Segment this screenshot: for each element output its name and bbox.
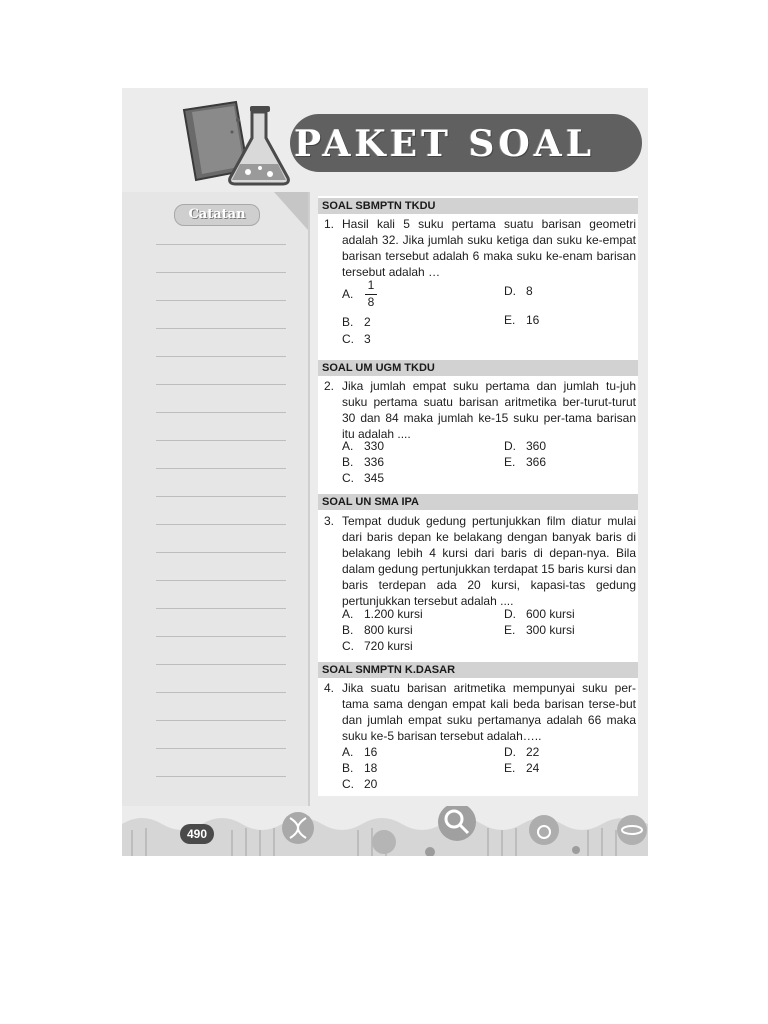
option-value: 20 [364,777,378,791]
option-value: 8 [526,284,533,298]
note-line [156,272,286,273]
question-content [318,196,638,796]
option-letter: B. [342,315,354,329]
option-letter: D. [504,607,516,621]
question-text: Jika suatu barisan aritmetika mempunyai suku per-tama sama dengan empat kali beda barisan terse-but dan jumlah empat suku pertamanya adalah 66 maka suku ke-5 barisan tersebut adalah….. [342,681,636,743]
note-line [156,580,286,581]
option-letter: A. [342,745,354,759]
option-value: 1.200 kursi [364,607,423,621]
note-line [156,356,286,357]
section-header: SOAL SNMPTN K.DASAR [318,662,638,678]
option-value: 330 [364,439,385,453]
option-value: 345 [364,471,385,485]
note-line [156,328,286,329]
option-letter: B. [342,623,354,637]
option-letter: D. [504,284,516,298]
note-line [156,440,286,441]
note-line [156,244,286,245]
note-line [156,608,286,609]
section-header: SOAL UN SMA IPA [318,494,638,510]
option-letter: E. [504,623,516,637]
option-letter: B. [342,455,354,469]
question-number: 3. [324,514,335,528]
option-value: 24 [526,761,540,775]
book-page [122,88,648,856]
option-letter: C. [342,332,354,346]
note-line [156,524,286,525]
note-line [156,664,286,665]
header-banner [122,88,648,192]
option-value: 600 kursi [526,607,575,621]
option-value: 16 [364,745,378,759]
option-letter: B. [342,761,354,775]
option-letter: D. [504,745,516,759]
option-letter: C. [342,639,354,653]
note-line [156,300,286,301]
question-text: Hasil kali 5 suku pertama suatu barisan geometri adalah 32. Jika jumlah suku ketiga dan suku ke-empat barisan tersebut adalah 6 maka suku ke-enam barisan tersebut adalah … [342,217,636,279]
option-value: 300 kursi [526,623,575,637]
option-letter: D. [504,439,516,453]
notes-label: Catatan [174,204,260,226]
page-fold [274,192,308,230]
option-letter: C. [342,777,354,791]
section-header: SOAL UM UGM TKDU [318,360,638,376]
question-text: Jika jumlah empat suku pertama dan jumlah tu-juh suku pertama suatu barisan aritmetika ber-turut-turut 30 dan 84 maka jumlah ke-15 suku per-tama barisan itu adalah .... [342,379,636,441]
page-number: 490 [180,824,214,844]
note-line [156,636,286,637]
option-value: 3 [364,332,371,346]
option-value: 360 [526,439,547,453]
option-letter: A. [342,439,354,453]
fraction-numerator: 1 [367,278,375,292]
option-value: 336 [364,455,385,469]
option-value: 720 kursi [364,639,413,653]
option-value: 366 [526,455,547,469]
question-number: 4. [324,681,335,695]
option-value: 22 [526,745,540,759]
option-letter: A. [342,287,354,301]
option-value: 2 [364,315,371,329]
note-line [156,496,286,497]
question-text: Tempat duduk gedung pertunjukkan film diatur mulai dari baris depan ke belakang dengan banyak baris di belakang lebih 4 kursi dari baris di depan-nya. Bila dalam gedung pertunjukkan terdapat 15 baris kursi dan baris terdepan ada 20 kursi, kapasi-tas gedung pertunjukkan tersebut adalah .... [342,514,636,608]
option-value: 800 kursi [364,623,413,637]
note-line [156,468,286,469]
flask-icon [220,102,298,188]
note-line [156,720,286,721]
notes-sidebar [122,192,310,812]
note-line [156,776,286,777]
option-letter: E. [504,455,516,469]
question-number: 2. [324,379,335,393]
section-header: SOAL SBMPTN TKDU [318,198,638,214]
option-letter: E. [504,313,516,327]
option-value: 16 [526,313,540,327]
option-letter: C. [342,471,354,485]
note-line [156,384,286,385]
fraction-denominator: 8 [367,295,375,309]
option-letter: E. [504,761,516,775]
note-line [156,748,286,749]
option-value: 18 [364,761,378,775]
note-line [156,552,286,553]
page-title: PAKET SOAL [294,123,596,165]
note-line [156,692,286,693]
note-line [156,412,286,413]
question-number: 1. [324,217,335,231]
option-letter: A. [342,607,354,621]
